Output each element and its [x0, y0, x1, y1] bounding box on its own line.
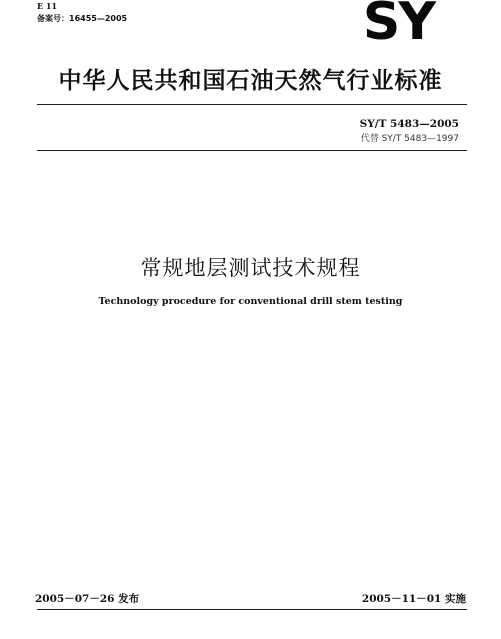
- publish-date: 2005－07－26 发布: [35, 593, 140, 605]
- top-divider: [37, 104, 467, 105]
- standard-number: SY/T 5483—2005: [359, 118, 459, 130]
- filing-number: 备案号：16455—2005: [37, 14, 128, 23]
- document-title-zh: 常规地层测试技术规程: [140, 256, 361, 280]
- header-divider: [37, 150, 467, 151]
- organization-title: 中华人民共和国石油天然气行业标准: [58, 68, 443, 94]
- replaces-standard: 代替 SY/T 5483—1997: [360, 134, 459, 144]
- classification-code: E 11: [37, 1, 58, 11]
- footer-divider: [37, 609, 467, 610]
- sy-logo: SY: [362, 0, 434, 52]
- implement-date: 2005－11－01 实施: [361, 593, 466, 605]
- document-title-en: Technology procedure for conventional drill stem testing: [98, 296, 403, 307]
